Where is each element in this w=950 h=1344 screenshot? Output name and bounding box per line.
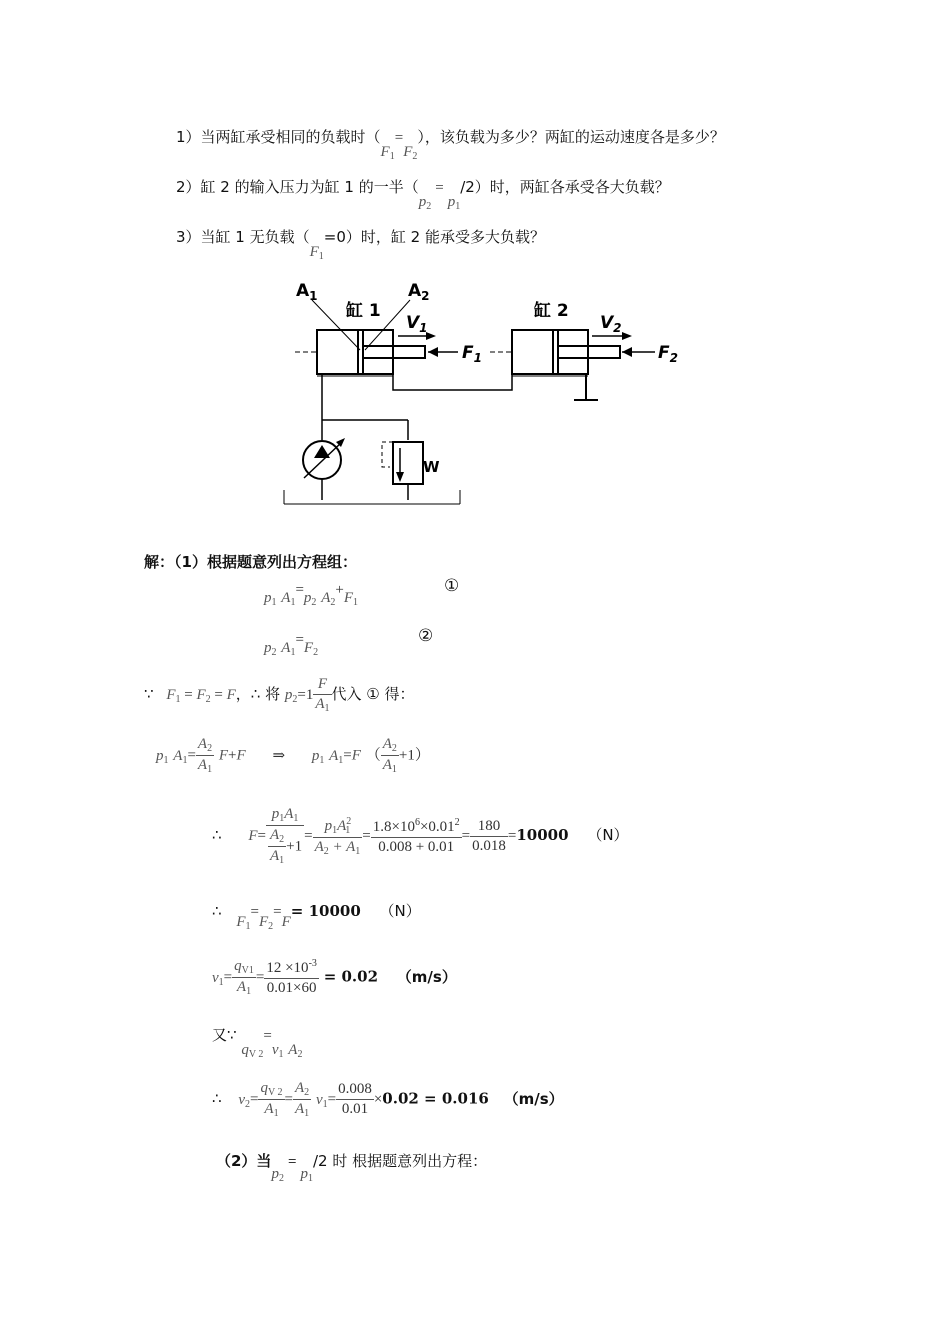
svg-text:F2: $F_2$ — [658, 343, 678, 365]
question-3-post: =0）时，缸 2 能承受多大负载？ — [323, 228, 545, 246]
question-1-post: ），该负载为多少？两缸的运动速度各是多少？ — [417, 128, 725, 146]
label-A1: A — [296, 281, 310, 301]
question-2-post: /2）时，两缸各承受各大负载？ — [460, 178, 670, 196]
svg-text:F1: $F_1$ — [462, 343, 482, 365]
question-1: 1）当两缸承受相同的负载时$(F_1=F_2)$，该负载为多少？两缸的运动速度各是多少？ — [176, 128, 725, 162]
label-cylinder-2: 缸 2 — [534, 301, 569, 321]
force-computation: ∴ F= $p_1A_1$ $\frac{A_2}{A_1}$ +1 = $\frac{p_1A^2_1}{A_2 + A_1}$ = $\frac{1.8\times 10^6\times 0.01^2}{0.008 + 0.01}$ = $\frac{180}{0.018}$ =10000 （N） — [212, 806, 629, 866]
label-valve-W: W — [423, 458, 440, 476]
relief-valve — [393, 442, 423, 484]
label-cylinder-1: 缸 1 — [346, 301, 381, 321]
derivation-line: $p_1$ $A_1=$ $\frac{A_2}{A_1}$ F+F ⇒ $p_1$ $A_1=F$ （ $\frac{A_2}{A_1}$ +1） — [156, 736, 430, 775]
label-V2: V — [600, 313, 614, 333]
label-F2: F — [658, 343, 670, 363]
label-F1: F — [462, 343, 474, 363]
svg-text:V2: $V_2$ — [600, 313, 622, 335]
question-3: 3）当缸 1 无负载$(F_1=0)$时，缸 2 能承受多大负载？ — [176, 228, 545, 262]
solution-part1-heading: 解：（1）根据题意列出方程组： — [144, 553, 357, 571]
flow-relation: 又∵ $q_{V 2}=v_1$ $A_2$ — [212, 1026, 303, 1060]
v2-computation: ∴ $v_2=$ $\frac{q_{V 2}}{A_1}$ = $\frac{A_2}{A_1}$ $v_1=$ $\frac{0.008}{0.01}$ ×0.02 = 0.016 （m/s） — [212, 1080, 564, 1119]
cylinder-1-body — [317, 330, 393, 374]
v1-computation: $v_1=$ $\frac{q_{V1}}{A_1}$ = $\frac{12 \times 10^{-3}}{0.01\times 60}$ = 0.02 （m/s） — [212, 958, 457, 997]
label-A2: A — [408, 281, 422, 301]
force-equality: ∴ $F_1=F_2=F= 10000$ （N） — [212, 902, 421, 932]
svg-text:A1: $A_1$ — [296, 281, 318, 303]
circle-1: ① — [444, 576, 460, 596]
question-2-pre: 2）缸 2 的输入压力为缸 1 的一半（ — [176, 178, 419, 196]
svg-text:A2: $A_2$ — [408, 281, 430, 303]
result-F: 10000 — [516, 826, 569, 844]
question-3-pre: 3）当缸 1 无负载（ — [176, 228, 310, 246]
cylinder-2-body — [512, 330, 588, 374]
svg-text:V1: $V_1$ — [406, 313, 428, 335]
hydraulic-diagram — [270, 272, 700, 512]
equation-2: $p_2$ $A_1=F_2$ — [264, 632, 319, 658]
label-V1: V — [406, 313, 420, 333]
solution-part2-heading: （2）当$p_2=p_1/2$ 时 根据题意列出方程： — [216, 1152, 488, 1184]
question-1-pre: 1）当两缸承受相同的负载时（ — [176, 128, 381, 146]
circle-2: ② — [418, 626, 434, 646]
equation-1: $p_1$ $A_1=p_2$ $A_2+F_1$ — [264, 582, 359, 608]
substitution-line: ∵ $F_1 = F_2 = F$，∴ 将 $p_2=1$ $\frac{F}{A_1}$ 代入 ① 得： — [144, 676, 415, 714]
question-2: 2）缸 2 的输入压力为缸 1 的一半$(p_2=p_1/2)$时，两缸各承受各大负载？ — [176, 178, 670, 212]
